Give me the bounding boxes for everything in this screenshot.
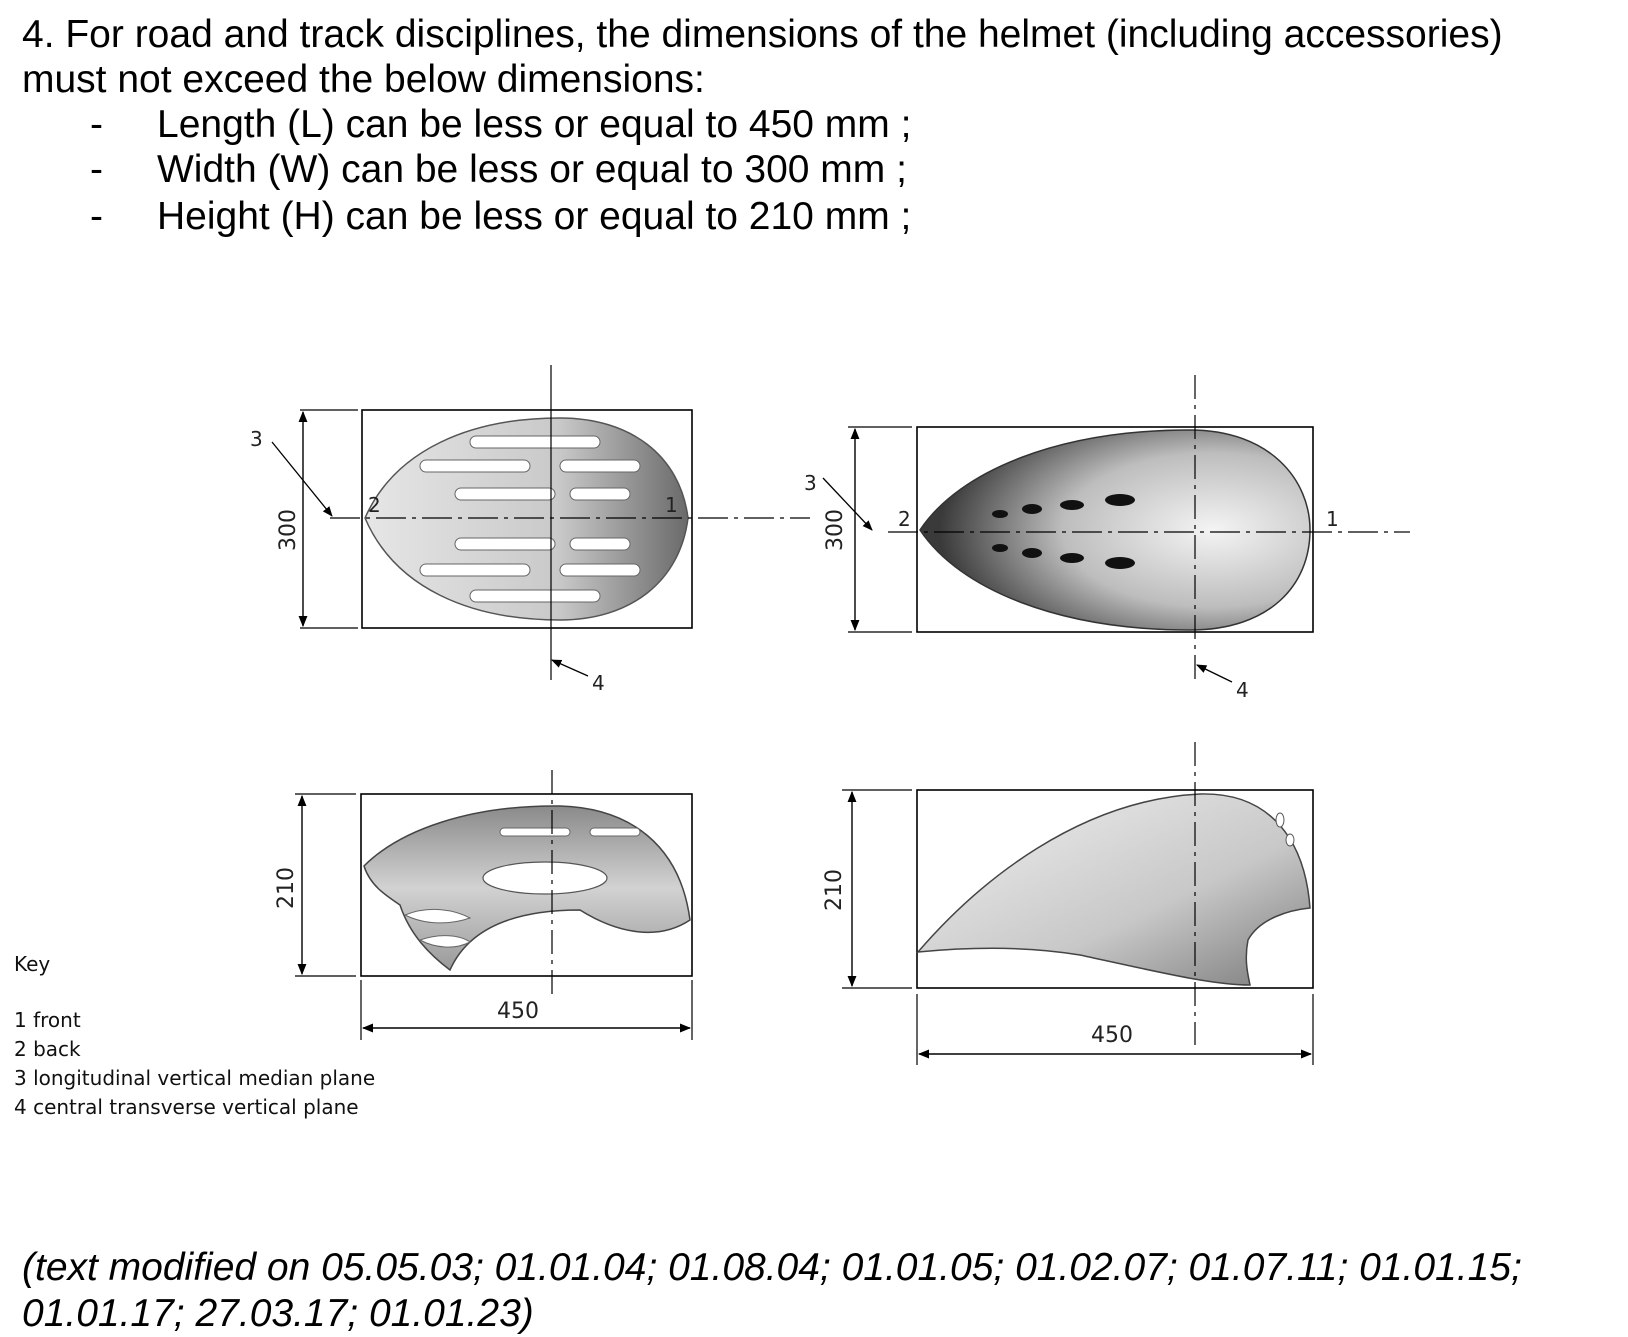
modification-note-line-1: (text modified on 05.05.03; 01.01.04; 01.08.04; 01.01.05; 01.02.07; 01.07.11; 01.01.15; [22,1246,1522,1289]
list-dash: - [90,195,103,238]
dimension-text: Length (L) can be less or equal to 450 mm ; [157,103,912,146]
callout-3: 3 [250,427,263,451]
height-label: 210 [274,867,299,909]
key-item-transverse-plane: 4 central transverse vertical plane [14,1095,359,1119]
side-vent [483,862,607,894]
length-label: 450 [497,999,539,1024]
aero-helmet-side [918,794,1310,985]
key-item-back: 2 back [14,1037,81,1061]
view-top-right [804,375,1410,702]
view-bottom-right [822,742,1313,1065]
rule-line-2: must not exceed the below dimensions: [22,58,705,101]
callout-4: 4 [592,671,605,695]
rule-line-1: 4. For road and track disciplines, the dimensions of the helmet (including accessories) [22,13,1503,56]
width-label: 300 [276,509,301,551]
dimension-text: Width (W) can be less or equal to 300 mm ; [157,148,907,191]
list-dash: - [90,103,103,146]
modification-note [22,1245,1622,1337]
key-title: Key [14,952,51,976]
key-item-front: 1 front [14,1008,81,1032]
callout-2: 2 [368,493,381,517]
callout-4: 4 [1236,678,1249,702]
aero-helmet-top [920,430,1310,630]
callout-1: 1 [665,493,678,517]
key-item-median-plane: 3 longitudinal vertical median plane [14,1066,376,1090]
list-dash: - [90,148,103,191]
height-label: 210 [822,869,847,911]
modification-note-line-2: 01.01.17; 27.03.17; 01.01.23) [22,1292,534,1335]
length-label: 450 [1091,1023,1133,1048]
callout-2: 2 [898,507,911,531]
callout-3: 3 [804,471,817,495]
figure-key [14,950,375,1122]
dimension-text: Height (H) can be less or equal to 210 mm ; [157,195,912,238]
view-top-left [250,365,810,695]
callout-1: 1 [1326,507,1339,531]
width-label: 300 [823,509,848,551]
